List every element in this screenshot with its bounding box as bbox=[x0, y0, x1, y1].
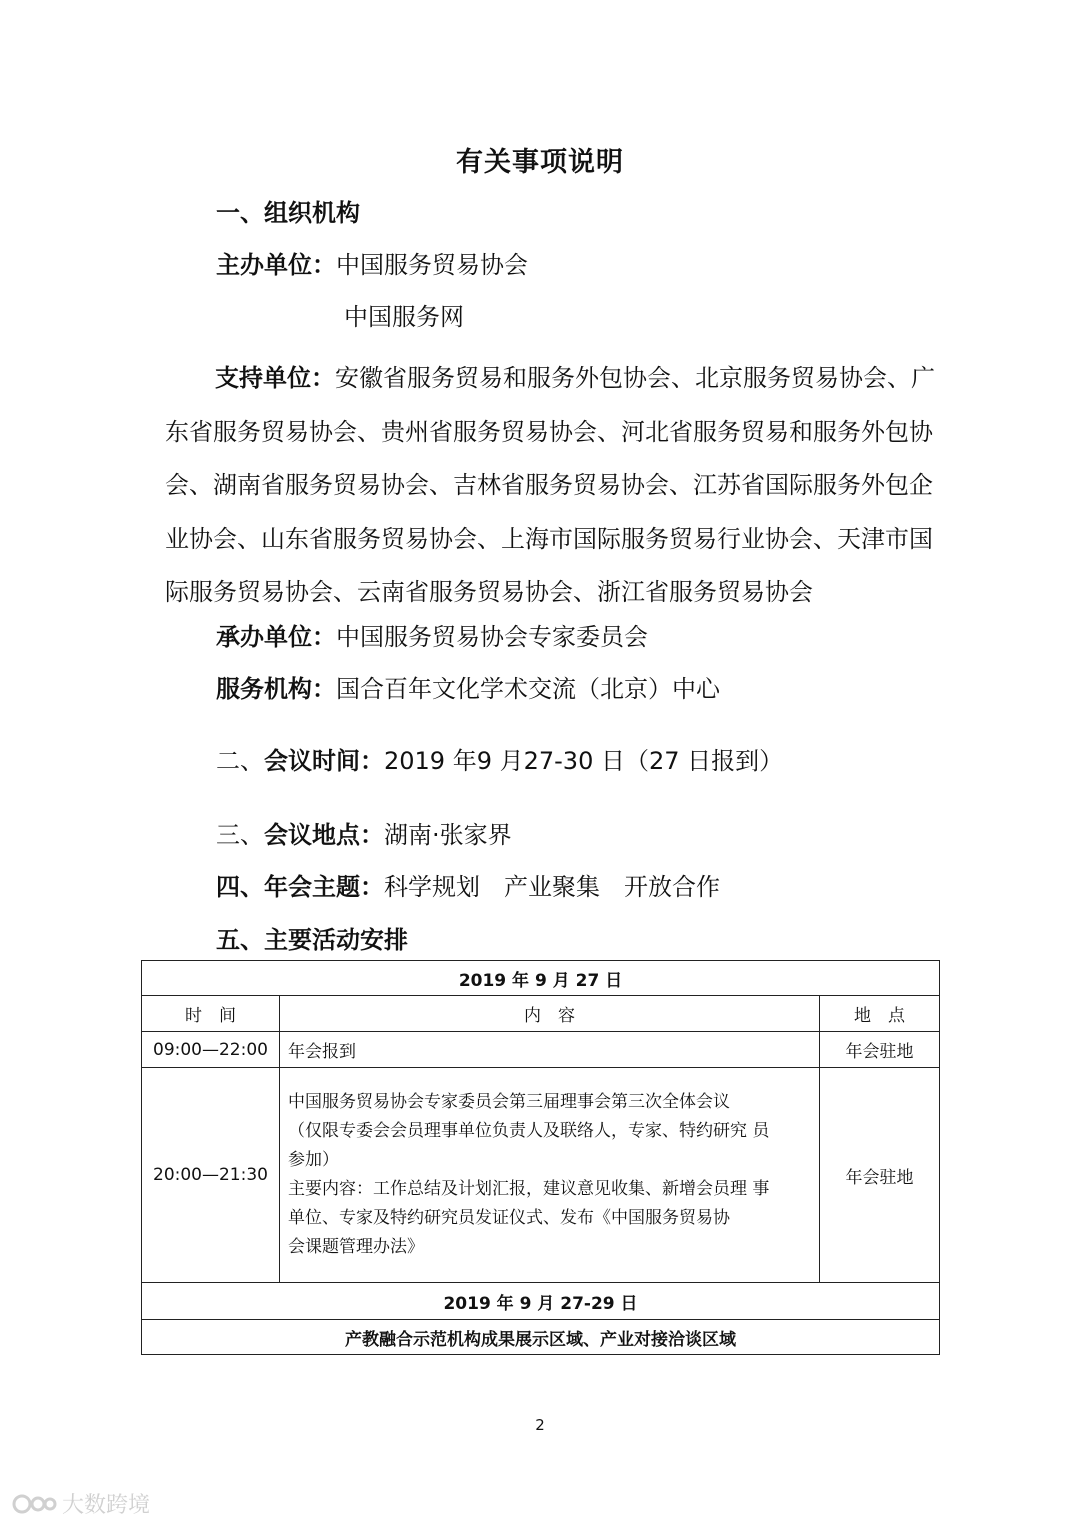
organizer-text: 中国服务贸易协会专家委员会 bbox=[336, 623, 648, 651]
host-line bbox=[216, 248, 528, 282]
watermark-logo-icon bbox=[12, 1491, 58, 1517]
row-2-content-line: （仅限专委会会员理事单位负责人及联络人，专家、特约研究 员 bbox=[288, 1121, 770, 1141]
row-2-content-line: 参加） bbox=[288, 1150, 339, 1170]
organizer-label: 承办单位： bbox=[216, 623, 336, 651]
organizer-line bbox=[216, 620, 648, 654]
row-2-content-line: 中国服务贸易协会专家委员会第三届理事会第三次全体会议 bbox=[288, 1092, 730, 1112]
service-label: 服务机构： bbox=[216, 675, 336, 703]
time-text: 2019 年9 月27-30 日（27 日报到） bbox=[384, 747, 784, 775]
row-1-place: 年会驻地 bbox=[820, 1032, 940, 1068]
time-line bbox=[216, 744, 783, 778]
table-header-row bbox=[142, 996, 940, 1032]
table-row-date-2 bbox=[142, 1283, 940, 1320]
place-label: 会议地点： bbox=[264, 821, 384, 849]
row-2-content-line: 会课题管理办法》 bbox=[288, 1237, 424, 1257]
theme-text: 科学规划 产业聚集 开放合作 bbox=[384, 873, 720, 901]
exhibit-cell: 产教融合示范机构成果展示区域、产业对接洽谈区域 bbox=[142, 1320, 940, 1355]
service-text: 国合百年文化学术交流（北京）中心 bbox=[336, 675, 720, 703]
page-number: 2 bbox=[535, 1416, 545, 1434]
row-2-place: 年会驻地 bbox=[820, 1068, 940, 1283]
service-line bbox=[216, 672, 720, 706]
row-2-time: 20:00—21:30 bbox=[142, 1068, 280, 1283]
date-2-cell: 2019 年 9 月 27-29 日 bbox=[142, 1283, 940, 1320]
theme-line bbox=[216, 870, 720, 904]
time-label: 会议时间： bbox=[264, 747, 384, 775]
header-time: 时 间 bbox=[142, 996, 280, 1032]
row-1-time: 09:00—22:00 bbox=[142, 1032, 280, 1068]
watermark-text: 大数跨境 bbox=[62, 1493, 151, 1518]
header-content: 内 容 bbox=[280, 996, 820, 1032]
table-row bbox=[142, 1068, 940, 1283]
host-1: 中国服务贸易协会 bbox=[336, 251, 528, 279]
support-label: 支持单位： bbox=[215, 364, 335, 392]
host-label: 主办单位： bbox=[216, 251, 336, 279]
table-row-exhibit bbox=[142, 1320, 940, 1355]
time-prefix: 二、 bbox=[216, 747, 264, 775]
row-2-content-line: 主要内容：工作总结及计划汇报，建议意见收集、新增会员理 事 bbox=[288, 1179, 770, 1199]
row-1-content: 年会报到 bbox=[280, 1032, 820, 1068]
host-2: 中国服务网 bbox=[344, 303, 464, 331]
activities-heading: 五、主要活动安排 bbox=[216, 926, 408, 954]
header-place: 地 点 bbox=[820, 996, 940, 1032]
table-row-date-1 bbox=[142, 961, 940, 996]
page-title: 有关事项说明 bbox=[456, 147, 624, 178]
section-org-heading: 一、组织机构 bbox=[216, 199, 360, 227]
theme-label: 四、年会主题： bbox=[216, 873, 384, 901]
place-prefix: 三、 bbox=[216, 821, 264, 849]
support-text: 安徽省服务贸易和服务外包协会、北京服务贸易协会、广东省服务贸易协会、贵州省服务贸易协会、河北省服务贸易和服务外包协会、湖南省服务贸易协会、吉林省服务贸易协会、江苏省国际服务外包企业协会、山东省服务贸易协会、上海市国际服务贸易行业协会、天津市国际服务贸易协会、云南省服务贸易协会、浙江省服务贸易协会 bbox=[165, 364, 935, 606]
watermark bbox=[12, 1488, 150, 1519]
place-text: 湖南·张家界 bbox=[384, 821, 512, 849]
table-row bbox=[142, 1032, 940, 1068]
row-2-content bbox=[280, 1068, 820, 1283]
place-line bbox=[216, 818, 512, 852]
row-2-content-line: 单位、专家及特约研究员发证仪式、发布《中国服务贸易协 bbox=[288, 1208, 730, 1228]
schedule-table bbox=[141, 960, 940, 1355]
support-paragraph bbox=[165, 352, 935, 620]
date-1-cell: 2019 年 9 月 27 日 bbox=[142, 961, 940, 996]
